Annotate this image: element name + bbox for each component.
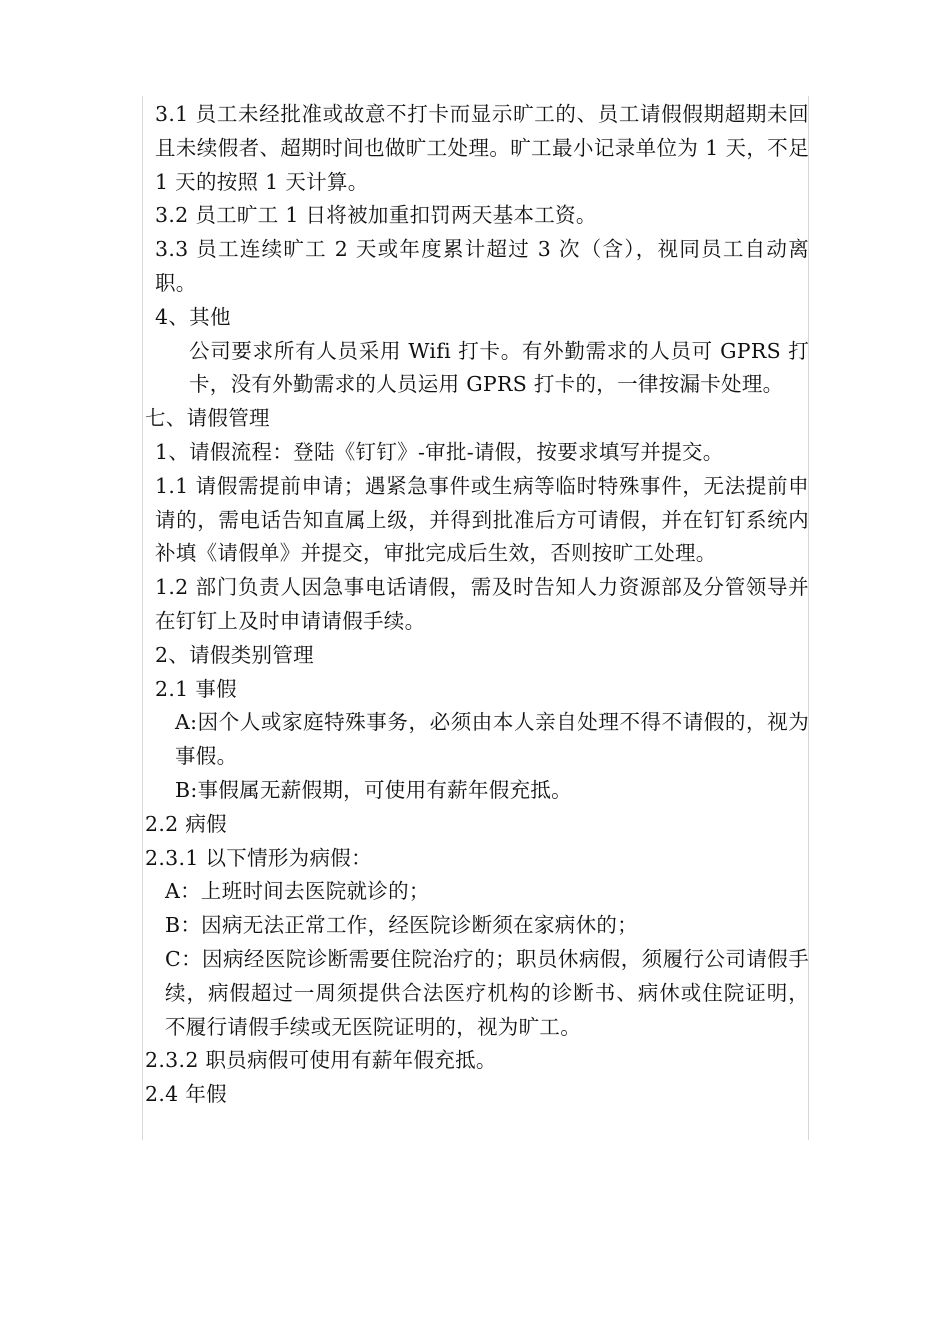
paragraph-2-1-b: B:事假属无薪假期，可使用有薪年假充抵。 xyxy=(175,777,572,802)
paragraph-2-3-2: 2.3.2 职员病假可使用有薪年假充抵。 xyxy=(145,1048,497,1073)
heading-2-4: 2.4 年假 xyxy=(145,1082,227,1107)
document-body xyxy=(145,98,809,1112)
paragraph-2-3-1-c: C：因病经医院诊断需要住院治疗的；职员休病假，须履行公司请假手续，病假超过一周须提供合法医疗机构的诊断书、病休或住院证明，不履行请假手续或无医院证明的，视为旷工。 xyxy=(165,946,809,1039)
heading-4-other: 4、其他 xyxy=(155,304,231,329)
paragraph-2-3-1-a: A：上班时间去医院就诊的； xyxy=(165,879,430,904)
paragraph-4-body: 公司要求所有人员采用 Wifi 打卡。有外勤需求的人员可 GPRS 打卡，没有外勤需求的人员运用 GPRS 打卡的，一律按漏卡处理。 xyxy=(189,338,809,397)
heading-2-1: 2.1 事假 xyxy=(155,676,237,701)
heading-2-leave-types: 2、请假类别管理 xyxy=(155,642,314,667)
heading-1-leave-process: 1、请假流程：登陆《钉钉》-审批-请假，按要求填写并提交。 xyxy=(155,439,724,464)
heading-2-2: 2.2 病假 xyxy=(145,811,227,836)
paragraph-1-2: 1.2 部门负责人因急事电话请假，需及时告知人力资源部及分管领导并在钉钉上及时申请请假手续。 xyxy=(155,575,809,633)
paragraph-1-1: 1.1 请假需提前申请；遇紧急事件或生病等临时特殊事件，无法提前申请的，需电话告知直属上级，并得到批准后方可请假，并在钉钉系统内补填《请假单》并提交，审批完成后生效，否则按旷工处理。 xyxy=(155,473,809,566)
paragraph-3-1: 3.1 员工未经批准或故意不打卡而显示旷工的、员工请假假期超期未回且未续假者、超期时间也做旷工处理。旷工最小记录单位为 1 天，不足 1 天的按照 1 天计算。 xyxy=(155,102,809,194)
heading-2-3-1: 2.3.1 以下情形为病假： xyxy=(145,845,372,870)
section-heading-7: 七、请假管理 xyxy=(145,406,270,431)
paragraph-3-2: 3.2 员工旷工 1 日将被加重扣罚两天基本工资。 xyxy=(155,203,597,228)
paragraph-2-1-a: A:因个人或家庭特殊事务，必须由本人亲自处理不得不请假的，视为事假。 xyxy=(175,710,809,769)
paragraph-2-3-1-b: B：因病无法正常工作，经医院诊断须在家病休的； xyxy=(165,913,638,938)
paragraph-3-3: 3.3 员工连续旷工 2 天或年度累计超过 3 次（含），视同员工自动离职。 xyxy=(155,237,809,295)
